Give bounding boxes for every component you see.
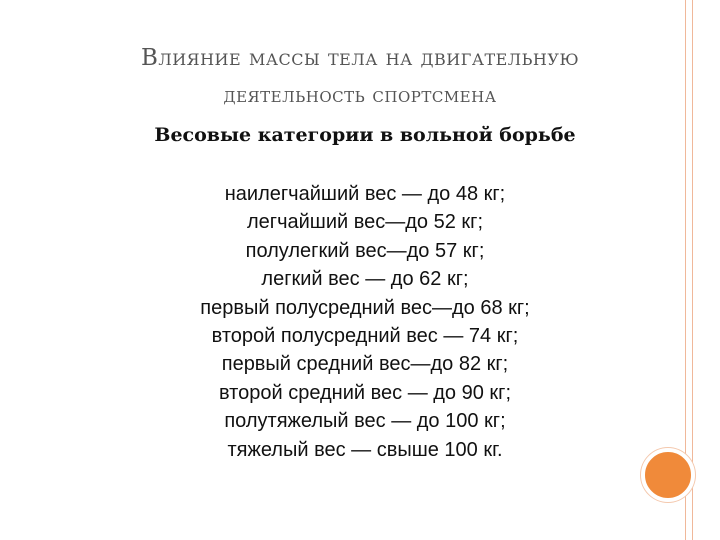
list-item: полулегкий вес—до 57 кг; xyxy=(245,239,485,262)
slide-title xyxy=(60,40,660,110)
decorative-line xyxy=(692,0,693,540)
list-item: легкий вес — до 62 кг; xyxy=(261,268,469,291)
title-line-2: деятельность спортсмена xyxy=(223,83,497,107)
list-item: первый полусредний вес—до 68 кг; xyxy=(200,296,530,319)
list-item: наилегчайший вес — до 48 кг; xyxy=(224,183,506,205)
list-item: полутяжелый вес — до 100 кг; xyxy=(224,410,506,433)
list-item: второй полусредний вес — 74 кг; xyxy=(211,325,519,348)
decorative-circle-icon xyxy=(641,448,695,502)
list-item: легчайший вес—до 52 кг; xyxy=(246,211,484,234)
slide-subtitle: Весовые категории в вольной борьбе xyxy=(154,124,576,146)
list-item: первый средний вес—до 82 кг; xyxy=(221,353,509,376)
title-line-1: Влияние массы тела на двигательную xyxy=(140,45,580,71)
list-item: второй средний вес — до 90 кг; xyxy=(218,381,512,404)
weight-category-list xyxy=(120,180,610,464)
list-item: тяжелый вес — свыше 100 кг. xyxy=(227,438,503,461)
